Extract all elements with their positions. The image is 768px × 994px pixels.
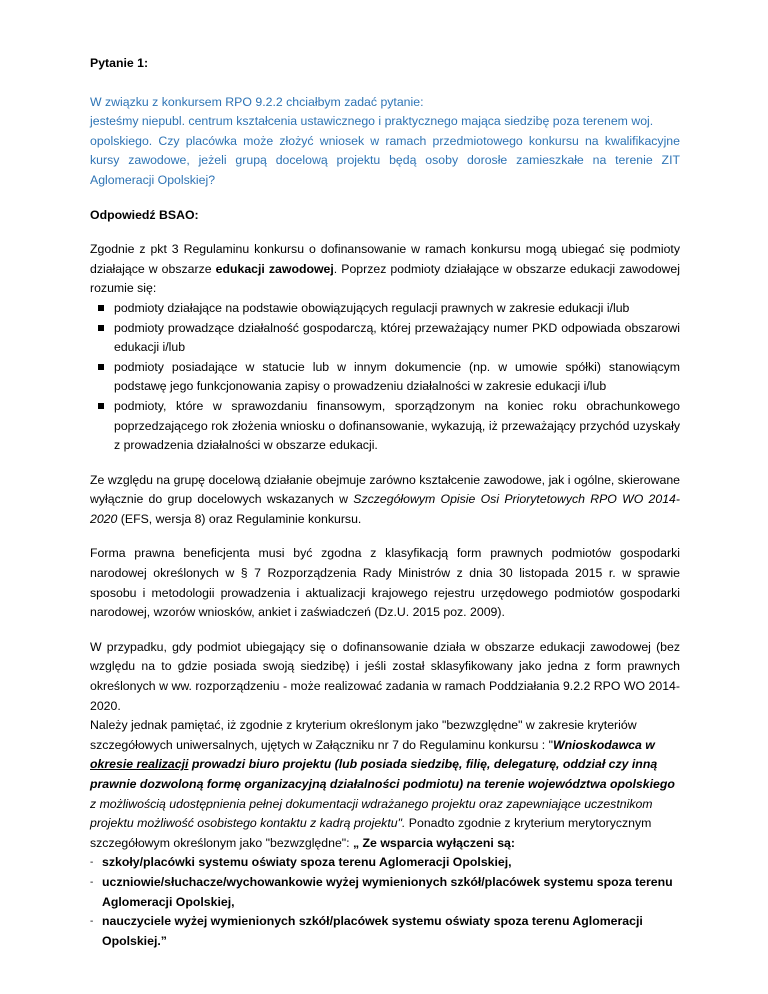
question-text [90,93,680,191]
para5-bold-italic-2: prowadzi biuro projektu (lub posiada siedzibę, filię, delegaturę, oddział czy inną prawnie dozwoloną formę organizacyjną działalności podmiotu) na terenie województwa opolskiego [90,757,675,791]
excluded-list [90,853,680,951]
criteria-list [90,299,680,456]
question-line: jesteśmy niepubl. centrum kształcenia ustawicznego i praktycznego mająca siedzibę poza terenem woj. [90,114,654,129]
para5-text-2: Ponadto zgodnie z kryterium merytorycznym szczegółowym określonym jako "bezwzględne": [90,816,652,850]
para5-italic: z możliwością udostępnienia pełnej dokumentacji wdrażanego projektu oraz zapewniające uczestnikom projektu możliwość osobistego kontaktu z kadrą projektu". [90,796,653,831]
para2-text-end: (EFS, wersja 8) oraz Regulaminie konkursu. [117,511,362,526]
intro-bold: edukacji zawodowej [215,261,334,276]
document-page [90,54,680,951]
para5-bold-tail: „ Ze wsparcia wyłączeni są: [352,835,515,850]
question-heading: Pytanie 1: [90,56,149,70]
question-line: opolskiego. Czy placówka może złożyć wniosek w ramach przedmiotowego konkursu na kwalifikacyjne [90,133,680,148]
para2-text: Ze względu na grupę docelową działanie obejmuje zarówno kształcenie zawodowe, jak i ogólne, skierowane wyłącznie do grup docelowych wskazanych w [90,472,680,507]
paragraph-criteria [90,716,680,853]
paragraph-legal-form: Forma prawna beneficjenta musi być zgodna z klasyfikacją form prawnych podmiotów gospodarki narodowej określonych w § 7 Rozporządzenia Rady Ministrów z dnia 30 listopada 2015 r. w sprawie sposobu i metodologii prowadzenia i aktualizacji krajowego rejestru urzędowego podmiotów gospodarki narodowej, wzorów wniosków, ankiet i zaświadczeń (Dz.U. 2015 poz. 2009). [90,546,680,620]
para5-text: Należy jednak pamiętać, iż zgodnie z kryterium określonym jako "bezwzględne" w zakresie kryteriów szczegółowych uniwersalnych, ujętych w Załączniku nr 7 do Regulaminu konkursu : " [90,718,637,752]
list-item: podmioty działające na podstawie obowiązujących regulacji prawnych w zakresie edukacji i/lub [90,299,680,319]
para5-underlined: okresie realizacji [90,757,189,772]
paragraph-target-group [90,471,680,530]
answer-intro [90,240,680,299]
list-item: podmioty, które w sprawozdaniu finansowym, sporządzonym na koniec roku obrachunkowego poprzedzającego rok złożenia wniosku o dofinansowanie, wykazują, iż przeważający przychód uzyskały z prowadzenia działalności w obszarze edukacji. [90,397,680,456]
list-item: - nauczyciele wyżej wymienionych szkół/placówek systemu oświaty spoza terenu Aglomeracji Opolskiej.” [90,912,680,951]
intro-text-end: . Poprzez podmioty działające w obszarze edukacji zawodowej rozumie się: [90,261,680,296]
para2-italic: Szczegółowym Opisie Osi Priorytetowych RPO WO 2014-2020 [90,492,680,526]
intro-text: Zgodnie z pkt 3 Regulaminu konkursu o dofinansowanie w ramach konkursu mogą ubiegać się podmioty działające w obszarze [90,242,680,276]
question-line: W związku z konkursem RPO 9.2.2 chciałbym zadać pytanie: [90,94,424,109]
list-item: - uczniowie/słuchacze/wychowankowie wyżej wymienionych szkół/placówek systemu spoza terenu Aglomeracji Opolskiej, [90,873,680,912]
paragraph-eligibility: W przypadku, gdy podmiot ubiegający się o dofinansowanie działa w obszarze edukacji zawodowej (bez względu na to gdzie posiada swoją siedzibę) i jeśli został sklasyfikowany jako jedna z form prawnych określonych w ww. rozporządzeniu - może realizować zadania w ramach Poddziałania 9.2.2 RPO WO 2014-2020. [90,639,680,713]
list-item: podmioty prowadzące działalność gospodarczą, której przeważający numer PKD odpowiada obszarowi edukacji i/lub [90,319,680,358]
question-line: Aglomeracji Opolskiej? [90,172,216,187]
answer-heading: Odpowiedź BSAO: [90,207,199,222]
list-item: podmioty posiadające w statucie lub w innym dokumencie (np. w umowie spółki) stanowiącym podstawę jego funkcjonowania zapisy o prowadzeniu działalności w zakresie edukacji i/lub [90,358,680,397]
question-line: kursy zawodowe, jeżeli grupą docelową projektu będą osoby dorosłe zamieszkałe na terenie ZIT [90,153,680,168]
list-item: - szkoły/placówki systemu oświaty spoza terenu Aglomeracji Opolskiej, [90,853,680,873]
para5-bold-italic: Wnioskodawca w [552,737,655,752]
